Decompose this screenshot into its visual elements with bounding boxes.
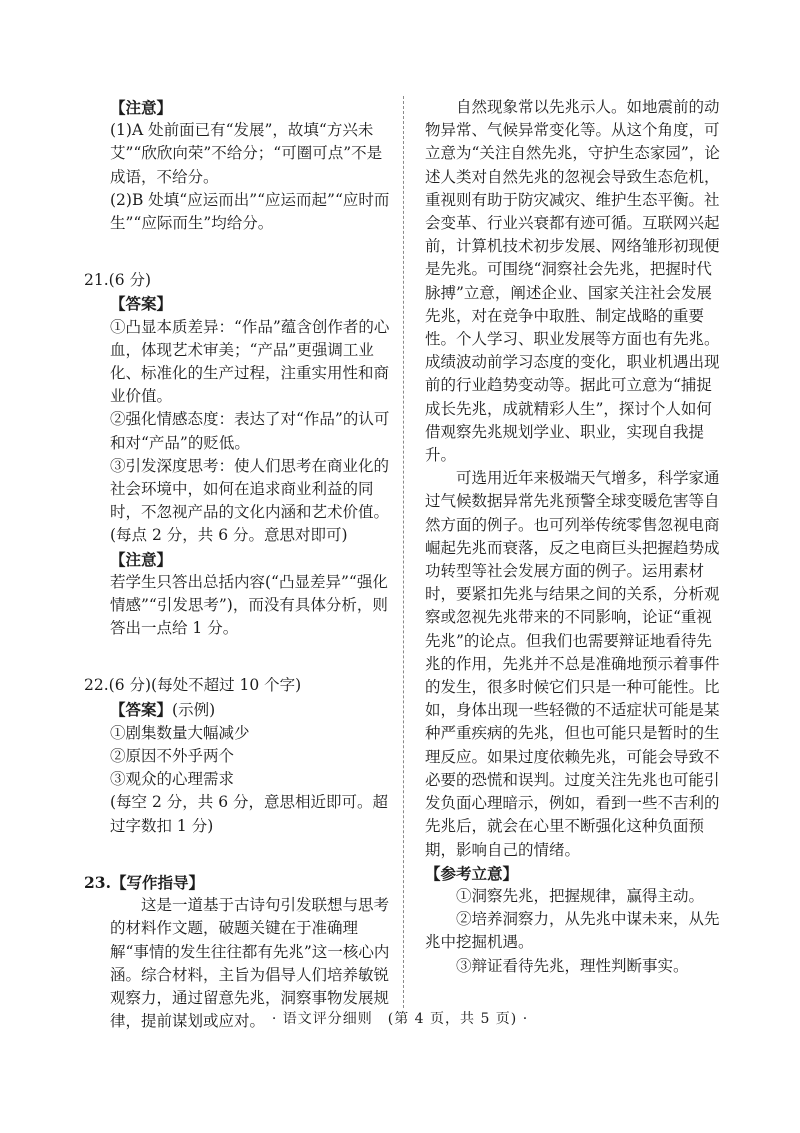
note-paragraph-1: (1)A 处前面已有“发展”，故填“方兴未艾”“欣欣向荣”不给分；“可圈可点”不是成语，不给分。 [110,121,383,186]
q21-answer-heading: 【答案】 [110,294,173,314]
note-paragraph-2: (2)B 处填“应运而出”“应运而起”“应时而生”“应际而生”均给分。 [110,190,390,233]
q21-answer-1: ①凸显本质差异：“作品”蕴含创作者的心血，体现艺术审美；“产品”更强调工业化、标准化的生产过程，注重实用性和商业价值。 [110,317,390,406]
q22-answer-heading: 【答案】 [110,699,173,719]
q22-answer-2: ②原因不外乎两个 [110,747,235,766]
q22-example-label: (示例) [172,700,216,719]
question-21-title: 21.(6 分) [84,271,152,290]
question-23-title: 23.【写作指导】 [84,872,204,892]
q21-note: 若学生只答出总括内容(“凸显差异”“强化情感”“引发思考”)，而没有具体分析，则答出一点给 1 分。 [110,572,388,638]
q21-note-heading: 【注意】 [110,549,173,569]
q22-answer-line [110,698,392,722]
right-column [425,96,725,978]
q21-answer-2: ②强化情感态度：表达了对“作品”的认可和对“产品”的贬低。 [110,410,390,452]
page-footer: · 语文评分细则 (第 4 页，共 5 页) · [271,1011,529,1027]
q22-answer-1: ①剧集数量大幅减少 [110,723,250,742]
reference-item-3: ③辩证看待先兆，理性判断事实。 [456,956,689,975]
q23-guidance-paragraph: 这是一道基于古诗句引发联想与思考的材料作文题，破题关键在于准确理解“事情的发生往往都有先兆”这一核心内涵。综合材料，主旨为倡导人们培养敏锐观察力，通过留意先兆，洞察事物发展规律，提前谋划或应对。 [110,896,390,1031]
q22-score-rule: (每空 2 分，共 6 分，意思相近即可。超过字数扣 1 分) [110,793,388,835]
q21-score-rule: (每点 2 分，共 6 分。意思对即可) [110,526,348,545]
q21-answer-3: ③引发深度思考：使人们思考在商业化的社会环境中，如何在追求商业利益的同时，不忽视产品的文化内涵和艺术价值。 [110,456,390,522]
guidance-paragraph-2: 可选用近年来极端天气增多，科学家通过气候数据异常先兆预警全球变暖危害等自然方面的例子。也可列举传统零售忽视电商崛起先兆而衰落，反之电商巨头把握趋势成功转型等社会发展方面的例子。运用素材时，要紧扣先兆与结果之间的关系，分析观察或忽视先兆带来的不同影响，论证“重视先兆”的论点。但我们也需要辩证地看待先兆的作用，先兆并不总是准确地预示着事件的发生，很多时候它们只是一种可能性。比如，身体出现一些轻微的不适症状可能是某种严重疾病的先兆，但也可能只是暂时的生理反应。如果过度依赖先兆，可能会导致不必要的恐慌和误判。过度关注先兆也可能引发负面心理暗示，例如，看到一些不吉利的先兆后，就会在心里不断强化这种负面预期，影响自己的情绪。 [425,469,720,859]
note-heading: 【注意】 [110,98,173,117]
q22-answer-3: ③观众的心理需求 [110,770,235,789]
reference-heading: 【参考立意】 [425,863,519,883]
guidance-paragraph-1: 自然现象常以先兆示人。如地震前的动物异常、气候异常变化等。从这个角度，可立意为“关注自然先兆，守护生态家园”，论述人类对自然先兆的忽视会导致生态危机，重视则有助于防灾减灾、维护生态平衡。社会变革、行业兴衰都有迹可循。互联网兴起前，计算机技术初步发展、网络雏形初现便是先兆。可围绕“洞察社会先兆，把握时代脉搏”立意，阐述企业、国家关注社会发展先兆，对在竞争中取胜、制定战略的重要性。个人学习、职业发展等方面也有先兆。成绩波动前学习态度的变化，职业机遇出现前的行业趋势变动等。据此可立意为“捕捉成长先兆，成就精彩人生”，探讨个人如何借观察先兆规划学业、职业，实现自我提升。 [425,98,720,465]
reference-item-1: ①洞察先兆，把握规律，赢得主动。 [456,886,705,905]
left-column [84,96,392,1033]
question-22-title: 22.(6 分)(每处不超过 10 个字) [84,676,302,695]
reference-item-2: ②培养洞察力，从先兆中谋未来，从先兆中挖掘机遇。 [425,910,720,952]
column-divider [403,96,404,1008]
